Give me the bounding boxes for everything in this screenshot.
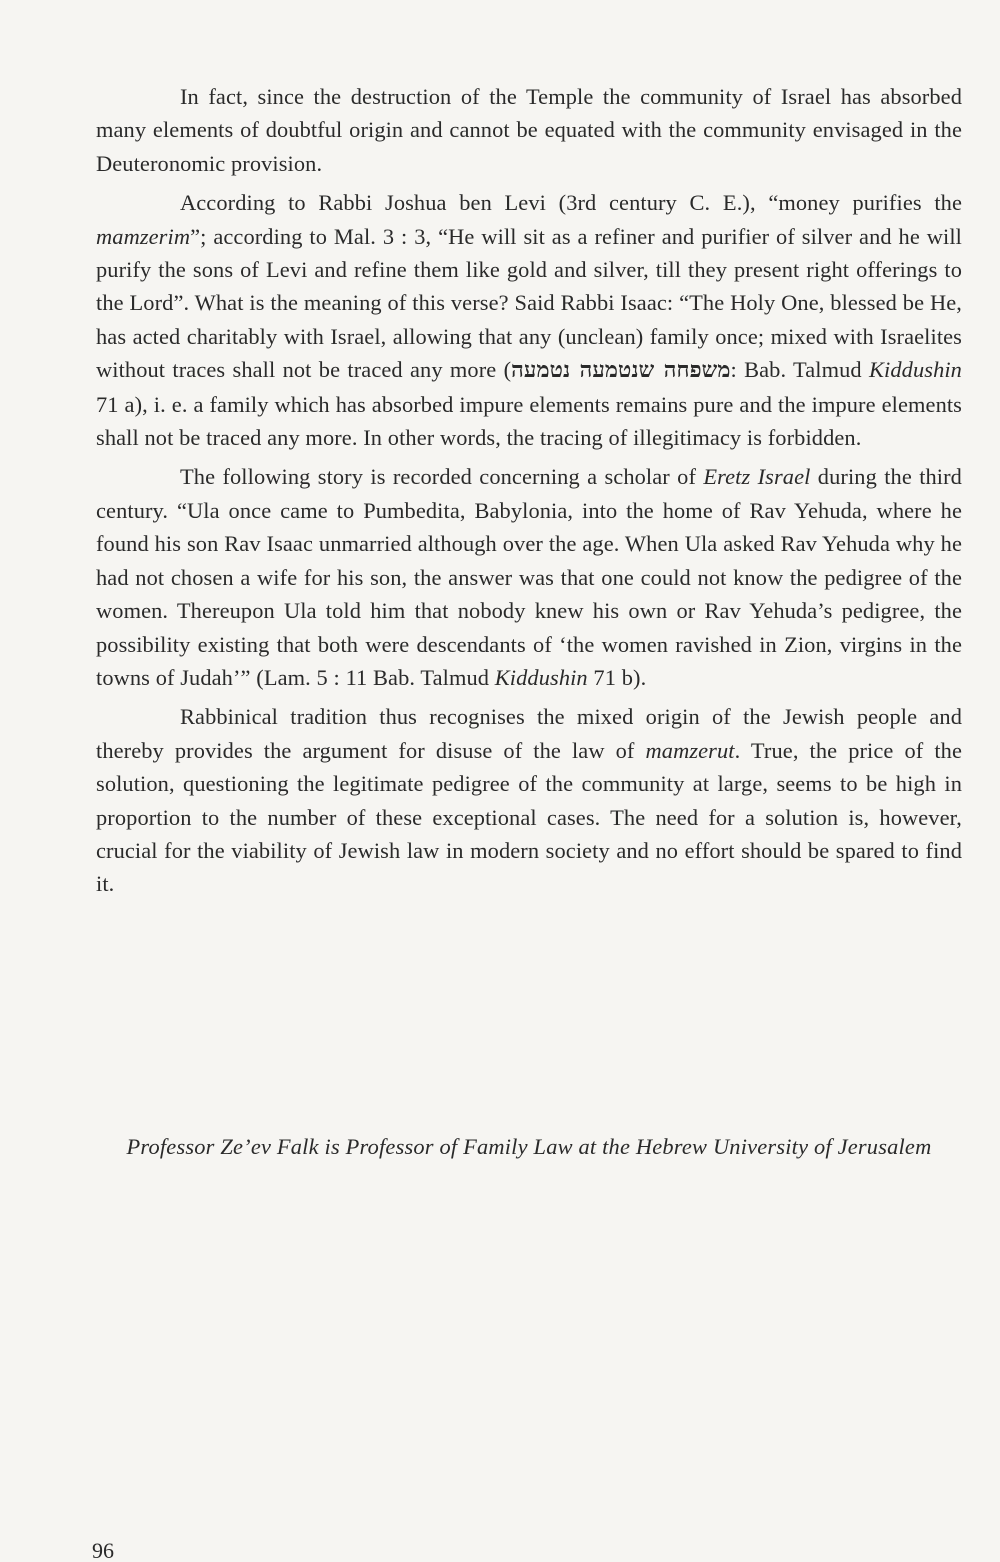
article-body xyxy=(96,80,962,907)
text-run: The following story is recorded concerning a scholar of xyxy=(180,464,704,490)
italic-term: mamzerut xyxy=(645,737,735,763)
italic-term: Kiddushin xyxy=(494,664,588,690)
text-run: ”; according to Mal. 3 : 3, “He will sit as a refiner and purifier of silver and he will purify the sons of Levi and refine them like gold and silver, till they present right offerings to the Lord”. What is the meaning of this verse? Said Rabbi Isaac: “The Holy One, blessed be He, has acted charitably with Israel, allowing that any (unclean) family once; mixed with Israelites without traces shall not be traced any more ( xyxy=(96,223,962,383)
text-run: 71 b). xyxy=(587,664,647,690)
italic-term: mamzerim xyxy=(96,223,191,249)
hebrew-quote: משפחה שנטמעה נטמעה xyxy=(511,357,731,384)
text-run: 71 a), i. e. a family which has absorbed impure elements remains pure and the impure elements shall not be traced any more. In other words, the tracing of illegitimacy is forbidden. xyxy=(96,391,962,451)
italic-term: Eretz Israel xyxy=(703,464,811,490)
text-run: In fact, since the destruction of the Temple the community of Israel has absorbed many elements of doubtful origin and cannot be equated with the community envisaged in the Deuteronomic provision. xyxy=(96,84,962,176)
text-run: According to Rabbi Joshua ben Levi (3rd century C. E.), “money purifies the xyxy=(180,190,962,216)
italic-term: Kiddushin xyxy=(869,357,962,383)
paragraph-3 xyxy=(96,460,962,694)
page-number: 96 xyxy=(92,1540,114,1562)
text-run: Rabbinical tradition thus recognises the mixed origin of the Jewish people and thereby provides the argument for disuse of the law of xyxy=(96,704,962,763)
text-run: : Bab. Talmud xyxy=(730,357,870,383)
paragraph-2 xyxy=(96,186,962,454)
paragraph-4 xyxy=(96,700,962,900)
text-run: . True, the price of the solution, questioning the legitimate pedigree of the community at large, seems to be high in proportion to the number of these exceptional cases. The need for a solution is, however, crucial for the viability of Jewish law in modern society and no effort should be spared to find it. xyxy=(96,737,962,897)
author-bio: Professor Ze’ev Falk is Professor of Family Law at the Hebrew University of Jerusalem xyxy=(126,1134,932,1159)
paragraph-1 xyxy=(96,80,962,180)
text-run: during the third century. “Ula once came to Pumbedita, Babylonia, into the home of Rav Yehuda, where he found his son Rav Isaac unmarried although over the age. When Ula asked Rav Yehuda why he had not chosen a wife for his son, the answer was that one could not know the pedigree of the women. Thereupon Ula told him that nobody knew his own or Rav Yehuda’s pedigree, the possibility existing that both were descendants of ‘the women ravished in Zion, virgins in the towns of Judah’” (Lam. 5 : 11 Bab. Talmud xyxy=(96,464,962,690)
